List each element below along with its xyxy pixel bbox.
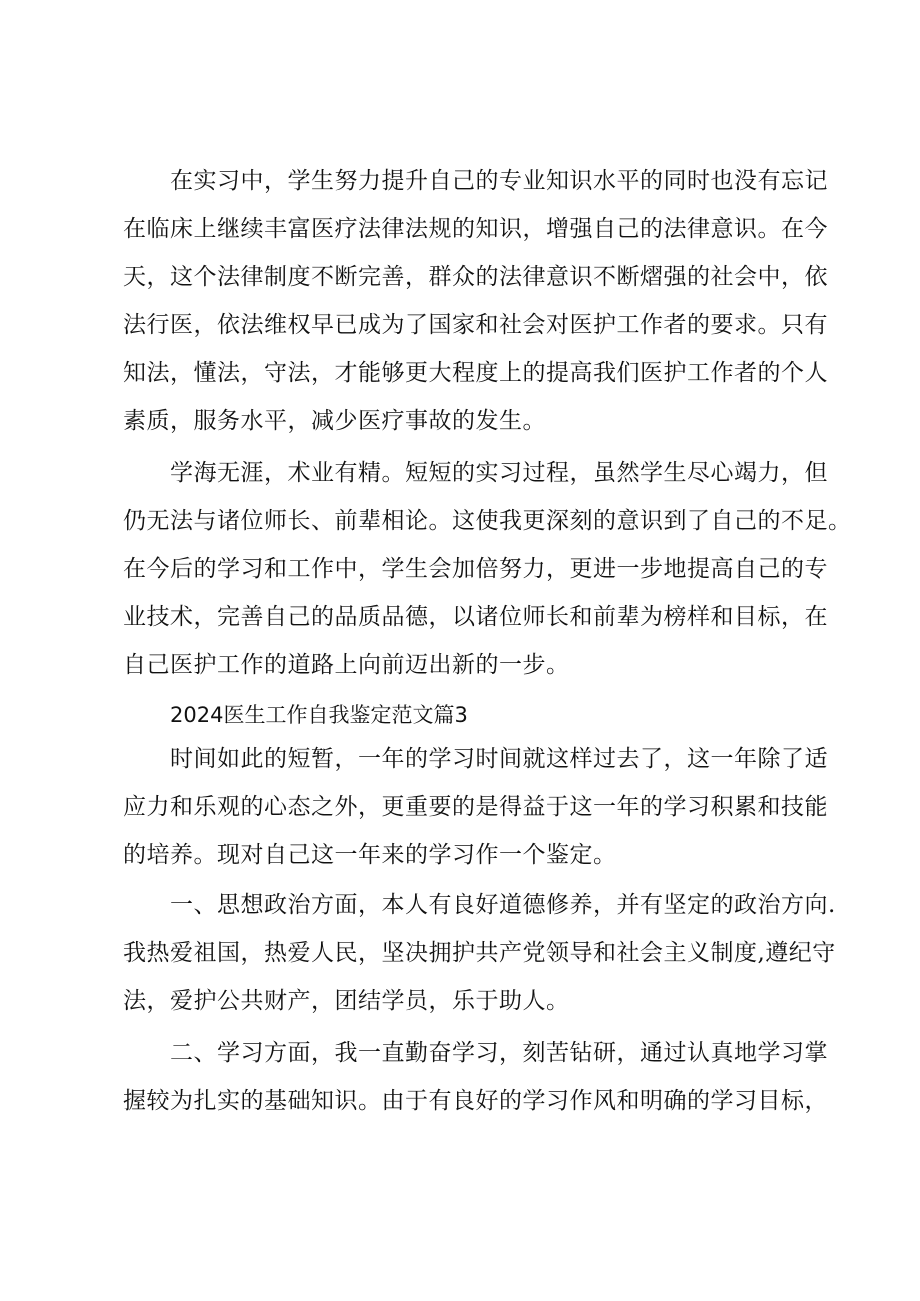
- paragraph-line: 自己医护工作的道路上向前迈出新的一步。: [123, 652, 570, 678]
- section-heading: 2024医生工作自我鉴定范文篇3: [170, 703, 468, 727]
- paragraph-line: 天，这个法律制度不断完善，群众的法律意识不断熠强的社会中，依: [123, 264, 828, 290]
- paragraph-line: 我热爱祖国，热爱人民，坚决拥护共产党领导和社会主义制度,遵纪守: [123, 940, 836, 966]
- paragraph-line: 时间如此的短暂，一年的学习时间就这样过去了，这一年除了适: [170, 746, 828, 772]
- paragraph-line: 学海无涯，术业有精。短短的实习过程，虽然学生尽心竭力，但: [170, 460, 828, 486]
- paragraph-line: 应力和乐观的心态之外，更重要的是得益于这一年的学习积累和技能: [123, 794, 828, 820]
- paragraph-line: 知法，懂法，守法，才能够更大程度上的提高我们医护工作者的个人: [123, 360, 828, 386]
- paragraph-line: 在临床上继续丰富医疗法律法规的知识，增强自己的法律意识。在今: [123, 216, 828, 242]
- paragraph-line: 素质，服务水平，减少医疗事故的发生。: [123, 408, 546, 434]
- paragraph-line: 法，爱护公共财产，团结学员，乐于助人。: [123, 988, 570, 1014]
- paragraph-line: 业技术，完善自己的品质品德，以诸位师长和前辈为榜样和目标，在: [123, 604, 828, 630]
- paragraph-line: 在今后的学习和工作中，学生会加倍努力，更进一步地提高自己的专: [123, 556, 828, 582]
- paragraph-line: 的培养。现对自己这一年来的学习作一个鉴定。: [123, 842, 617, 868]
- paragraph-line: 一、思想政治方面，本人有良好道德修养，并有坚定的政治方向.: [170, 892, 836, 918]
- paragraph-line: 握较为扎实的基础知识。由于有良好的学习作风和明确的学习目标，: [123, 1088, 828, 1114]
- paragraph-line: 二、学习方面，我一直勤奋学习，刻苦钻研，通过认真地学习掌: [170, 1040, 828, 1066]
- paragraph-line: 法行医，依法维权早已成为了国家和社会对医护工作者的要求。只有: [123, 312, 828, 338]
- paragraph-line: 在实习中，学生努力提升自己的专业知识水平的同时也没有忘记: [170, 168, 828, 194]
- paragraph-line: 仍无法与诸位师长、前辈相论。这使我更深刻的意识到了自己的不足。: [123, 508, 852, 534]
